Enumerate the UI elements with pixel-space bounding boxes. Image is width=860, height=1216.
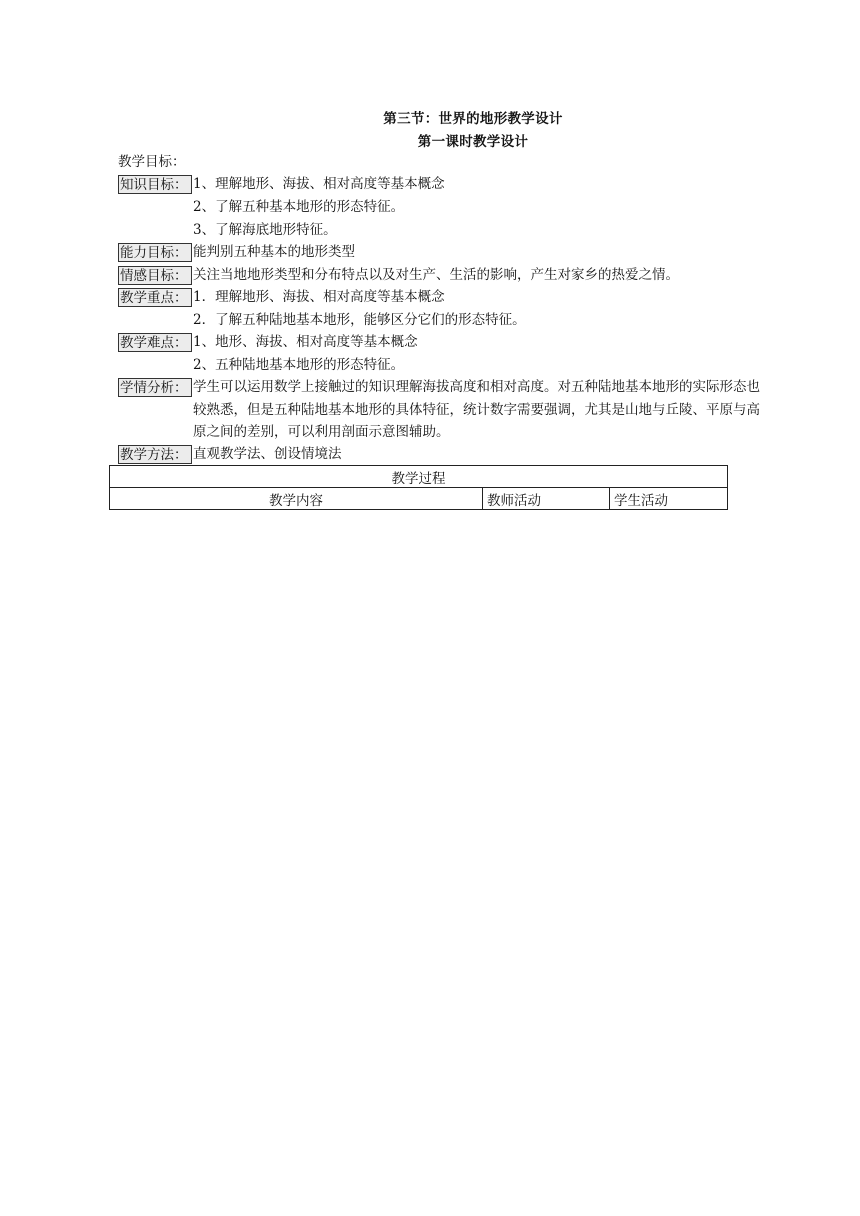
analysis-line-3: 原之间的差别，可以利用剖面示意图辅助。 xyxy=(193,424,450,440)
header-content: 教学内容 xyxy=(110,488,483,510)
difficulties-row xyxy=(118,331,418,353)
methods-row xyxy=(118,443,342,465)
process-table-title: 教学过程 xyxy=(110,466,728,488)
key-point-1: 1．理解地形、海拔、相对高度等基本概念 xyxy=(193,289,445,305)
key-points-row xyxy=(118,286,445,308)
knowledge-item-3: 3、了解海底地形特征。 xyxy=(193,222,337,238)
knowledge-row xyxy=(118,173,445,195)
objectives-heading: 教学目标： xyxy=(118,154,186,170)
emotion-row xyxy=(118,264,679,286)
emotion-label: 情感目标： xyxy=(118,266,192,285)
emotion-text: 关注当地地形类型和分布特点以及对生产、生活的影响，产生对家乡的热爱之情。 xyxy=(193,267,679,283)
document-subtitle: 第一课时教学设计 xyxy=(417,134,529,150)
header-teacher-activity: 教师活动 xyxy=(483,488,610,510)
key-point-2: 2．了解五种陆地基本地形，能够区分它们的形态特征。 xyxy=(193,312,526,328)
difficulties-label: 教学难点： xyxy=(118,333,192,352)
knowledge-item-1: 1、理解地形、海拔、相对高度等基本概念 xyxy=(193,176,445,192)
methods-label: 教学方法： xyxy=(118,445,192,464)
difficulty-2: 2、五种陆地基本地形的形态特征。 xyxy=(193,357,405,373)
document-title: 第三节：世界的地形教学设计 xyxy=(383,111,563,127)
analysis-line-2: 较熟悉，但是五种陆地基本地形的具体特征，统计数字需要强调，尤其是山地与丘陵、平原与高 xyxy=(193,402,760,418)
knowledge-label: 知识目标： xyxy=(118,175,192,194)
key-points-label: 教学重点： xyxy=(118,288,192,307)
ability-row xyxy=(118,241,355,263)
process-table xyxy=(109,465,728,510)
analysis-row xyxy=(118,376,760,398)
knowledge-item-2: 2、了解五种基本地形的形态特征。 xyxy=(193,199,405,215)
header-student-activity: 学生活动 xyxy=(610,488,728,510)
difficulty-1: 1、地形、海拔、相对高度等基本概念 xyxy=(193,334,418,350)
analysis-line-1: 学生可以运用数学上接触过的知识理解海拔高度和相对高度。对五种陆地基本地形的实际形态也 xyxy=(193,379,760,395)
analysis-label: 学情分析： xyxy=(118,378,192,397)
ability-label: 能力目标： xyxy=(118,243,192,262)
methods-text: 直观教学法、创设情境法 xyxy=(193,446,342,462)
ability-text: 能判别五种基本的地形类型 xyxy=(193,244,355,260)
